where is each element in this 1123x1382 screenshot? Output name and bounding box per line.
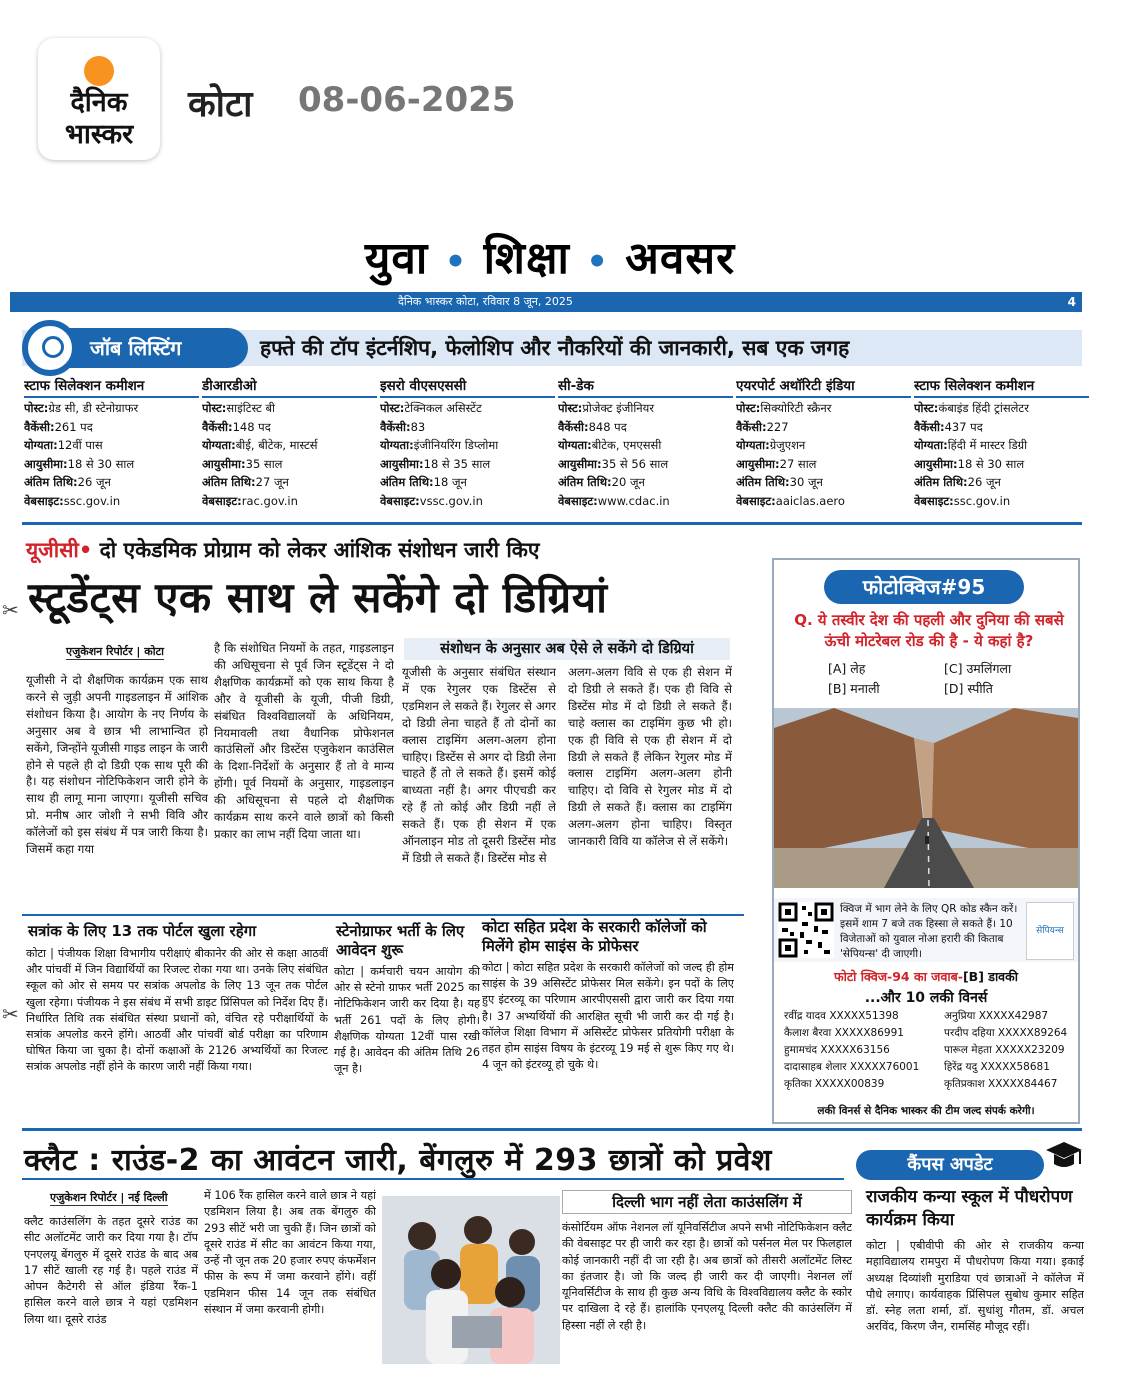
ugc-subhead: संशोधन के अनुसार अब ऐसे ले सकेंगे दो डिग्रियां [404,638,730,660]
label: योग्यता: [24,438,58,453]
section-divider [22,1178,844,1180]
label: योग्यता: [558,438,592,453]
value: बीटेक, एमएससी [591,438,662,453]
photo-quiz-box [772,558,1080,1124]
delhi-box-headline: दिल्ली भाग नहीं लेता काउंसलिंग में [562,1190,852,1214]
quiz-option-b: [B] मनाली [828,681,880,696]
gear-person-icon [22,320,78,376]
label: अंतिम तिथि: [736,475,790,490]
folio-text: दैनिक भास्कर कोटा, रविवार 8 जून, 2025 [398,295,573,308]
stenographer-body: कोटा | कर्मचारी चयन आयोग की ओर से स्टेनो ग्राफर भर्ती 2025 का नोटिफिकेशन जारी कर दिया है। यह भर्ती 261 पदों के लिए होगी। शैक्षणिक योग्यता 12वीं पास रखी गई है। आवेदन की अंतिम तिथि 26 जून है। [334,965,480,1076]
winner-name: हुमामचंद XXXXX63156 [784,1044,890,1056]
label: वैकेंसी: [914,419,945,434]
winner-name: परदीप दहिया XXXXX89264 [944,1027,1068,1039]
value: 27 साल [779,456,817,471]
quiz-instructions: क्विज में भाग लेने के लिए QR कोड स्कैन करें। इसमें शाम 7 बजे तक हिस्सा ले सकते हैं। 10 विजेताओं को युवाल नोआ हरारी की किताब 'सेपियन्स' दी जाएगी। [840,903,1018,960]
label: पोस्ट: [380,401,405,415]
job-listing-tagline: हफ्ते की टॉप इंटर्नशिप, फेलोशिप और नौकरियों की जानकारी, सब एक जगह [260,336,850,360]
job-org: इसरो वीएसएससी [380,376,555,398]
masthead-dot: • [586,242,609,282]
lucky-winners-title: ...और 10 लकी विनर्स [864,990,988,1006]
sessional-marks-body: कोटा | पंजीयक शिक्षा विभागीय परीक्षाएं बीकानेर की ओर से कक्षा आठवीं और पांचवीं में जिन विद्यार्थियों का रिजल्ट रोका गया था। उनके लिए संबंधित स्कूल को ओर से समय पर सत्रांक अपलोड के लिए 13 जून तक पोर्टल खुला रहेगा। पंजीयक ने इस संबंध में सभी डाइट प्रिंसिपल को निर्देश दिए हैं। निर्धारित तिथि तक संबंधित संस्था प्रधानों को, वंचित रहे परीक्षार्थियों के सत्रांक अपलोड करने होंगे। आठवीं और पांचवीं बोर्ड परीक्षा का परिणाम घोषित किया जा चुका है। दोनों कक्षाओं के 2126 अभ्यर्थियों का रिजल्ट सत्रांक अपलोड नहीं होने के कारण जारी नहीं किया गया। [26,947,328,1074]
value: 18 से 30 साल [957,456,1025,471]
value: ग्रेड सी, डी स्टेनोग्राफर [48,401,139,415]
label: अंतिम तिथि: [202,475,256,490]
winner-name: दादासाहब शेलार XXXXX76001 [784,1061,920,1073]
value: 26 जून [967,475,1001,490]
graduation-cap-icon [1044,1136,1084,1176]
winner-name: अनुप्रिया XXXXX42987 [944,1010,1049,1022]
value: 20 जून [611,475,645,490]
value: 30 जून [789,475,823,490]
job-org: स्टाफ सिलेक्शन कमीशन [24,376,199,398]
value: 35 से 56 साल [601,456,669,471]
app-header [0,0,1123,190]
label: पोस्ट: [736,401,761,415]
ugc-column-3: यूजीसी के अनुसार संबंधित संस्थान में एक रेगुलर एक डिस्टेंस से एडमिशन ले सकते हैं। रेगुलर से अगर दो डिग्री लेना चाहते हैं तो दोनों का क्लास टाइमिंग अलग-अलग होना चाहिए। डिस्टेंस से अगर दो डिग्री लेना चाहते हैं तो ले सकते हैं। इसमें कोई बाध्यता नहीं है। अगर पीएचडी कर रहे हैं तो कोई और डिग्री नहीं ले सकते हैं। एक ही सेशन में एक ऑनलाइन मोड तो दूसरी डिस्टेंस मोड में डिग्री ले सकते हैं। डिस्टेंस मोड से [402,665,556,865]
value: सिक्योरिटी स्क्रैनर [760,401,832,415]
value: इंजीनियरिंग डिप्लोमा [413,438,499,453]
logo-line1: दैनिक [70,87,128,118]
edition-city: कोटा [188,84,253,125]
job-org: सी-डेक [558,376,733,398]
job-listing-grid [24,376,1084,518]
job-card [202,376,377,511]
value: www.cdac.in [597,493,670,508]
qr-code-graphic [778,902,834,958]
value: 148 पद [232,419,271,434]
qr-code-icon[interactable] [778,902,834,958]
value: 18 से 35 साल [423,456,491,471]
value: 26 जून [77,475,111,490]
value: vssc.gov.in [419,493,483,508]
clat-column-1: क्लैट काउंसलिंग के तहत दूसरे राउंड का सीट अलॉटमेंट जारी कर दिया गया है। टॉप एनएलयू बेंगलुरु में दूसरे राउंड के बाद अब 17 सीटें खाली रह गई है। पहले राउंड में ओपन कैटेगरी से ऑल इंडिया रैंक-1 हासिल करने वाले छात्र ने यहां एडमिशन लिया था। दूसरे राउंड [24,1215,198,1326]
clat-column-2: में 106 रैंक हासिल करने वाले छात्र ने यहां एडमिशन लिया है। अब तक बेंगलुरु की 293 सीटें भरी जा चुकी हैं। जिन छात्रों को दूसरे राउंड में सीट का आवंटन किया गया, उन्हें नौ जून तक 20 हजार रुपए कंफर्मेशन फीस के रूप में जमा करवाने होंगे। वहीं एडमिशन फीस 14 जून तक संबंधित संस्थान में जमा करवानी होगी। [204,1189,376,1317]
dainik-bhaskar-logo[interactable] [38,38,160,160]
section-divider [22,1128,1082,1131]
label: पोस्ट: [914,401,939,415]
label: पोस्ट: [202,401,227,415]
label: वेबसाइट: [380,493,420,508]
graduation-cap-graphic [1044,1136,1084,1176]
value: 27 जून [255,475,289,490]
label: वेबसाइट: [736,493,776,508]
page-number: 4 [1067,295,1076,309]
ugc-byline: एजुकेशन रिपोर्टर | कोटा [66,645,164,658]
label: वैकेंसी: [380,419,411,434]
value: 83 [410,419,426,434]
masthead-word-3: अवसर [625,233,736,284]
scissors-icon: ✂ [2,598,19,622]
winner-name: पारूल मेहता XXXXX23209 [944,1044,1065,1056]
label: वैकेंसी: [24,419,55,434]
folio-bar [10,292,1082,312]
value: ssc.gov.in [63,493,121,508]
logo-line2: भास्कर [64,119,134,150]
label: वेबसाइट: [914,493,954,508]
label: आयुसीमा: [558,456,602,471]
label: योग्यता: [736,438,770,453]
label: आयुसीमा: [380,456,424,471]
winner-name: कृतिप्रकाश XXXXX84467 [944,1078,1058,1090]
job-org: डीआरडीओ [202,376,377,398]
scissors-icon: ✂ [2,1002,19,1026]
label: वैकेंसी: [202,419,233,434]
job-listing-badge: जॉब लिस्टिंग [28,328,248,368]
campus-update-badge: कैंपस अपडेट [856,1150,1044,1180]
quiz-option-c: [C] उमलिंगला [944,661,1012,676]
value: 437 पद [944,419,983,434]
quiz-footer: लकी विनर्स से दैनिक भास्कर की टीम जल्द संपर्क करेगी। [817,1105,1035,1117]
value: 12वीं पास [57,438,103,453]
label: पोस्ट: [24,401,49,415]
campus-story-body: कोटा | एबीवीपी की ओर से राजकीय कन्या महाविद्यालय रामपुरा में पौधरोपण किया गया। इकाई अध्यक्ष दिव्यांशी मुराडिया एवं छात्राओं ने कॉलेज में पौधे लगाए। कार्यवाहक प्रिंसिपल सुबोध कुमार सहित डॉ. स्नेह लता शर्मा, डॉ. सुधांशु गौतम, डॉ. अचल अरविंद, किरण जैन, रामसिंह मौजूद रहीं। [866,1239,1084,1334]
label: आयुसीमा: [736,456,780,471]
quiz-entry-panel [774,898,1078,962]
winner-name: कृतिका XXXXX00839 [784,1078,885,1090]
label: आयुसीमा: [914,456,958,471]
value: साइंटिस्ट बी [226,401,276,415]
home-science-body: कोटा | कोटा सहित प्रदेश के सरकारी कॉलेजों को जल्द ही होम साइंस के 39 असिस्टेंट प्रोफेसर मिल सकेंगे। इन पदों के लिए हुए इंटरव्यू का परिणाम आरपीएससी द्वारा जारी कर दिया गया है। 37 अभ्यर्थियों की आरक्षित सूची भी जारी कर दी गई है। कॉलेज शिक्षा विभाग में असिस्टेंट प्रोफेसर प्रतियोगी परीक्षा के तहत होम साइंस विषय के इंटरव्यू 19 मई से शुरू किए गए थे। 4 जून को इंटरव्यू हो चुके थे। [482,961,734,1072]
ugc-column-1: यूजीसी ने दो शैक्षणिक कार्यक्रम एक साथ करने से जुड़ी अपनी गाइडलाइन में आंशिक संशोधन किया है। आयोग के नए निर्णय के अनुसार अब वे छात्र भी लाभान्वित हो सकेंगे, जिन्होंने यूजीसी गाइड लाइन के जारी होने से पहले ही दो डिग्री एक साथ पूरी की है। यह संशोधन नोटिफिकेशन जारी होने के साथ ही लागू माना जाएगा। यूजीसी सचिव प्रो. मनीष आर जोशी ने सभी विवि और कॉलेजों को इस संबंध में पत्र जारी किया है। जिसमें कहा गया [26,673,208,857]
value: 35 साल [245,456,283,471]
label: वेबसाइट: [202,493,242,508]
value: टेक्निकल असिस्टेंट [404,401,482,415]
winner-name: हिरेंद्र यदु XXXXX58681 [944,1061,1050,1073]
value: rac.gov.in [241,493,298,508]
students-photo [382,1196,560,1364]
job-card [558,376,733,511]
quiz-answer-label: फोटो क्विज-94 का जवाब- [834,969,963,984]
label: पोस्ट: [558,401,583,415]
quiz-road-photo [774,708,1078,888]
quiz-option-a: [A] लेह [828,661,866,676]
job-card [736,376,911,511]
value: ssc.gov.in [953,493,1011,508]
value: 18 जून [433,475,467,490]
masthead-dot: • [444,242,468,282]
job-org: स्टाफ सिलेक्शन कमीशन [914,376,1089,398]
campus-story-headline: राजकीय कन्या स्कूल में पौधरोपण कार्यक्रम किया [866,1187,1073,1230]
photo-quiz-badge: फोटोक्विज#95 [824,570,1024,604]
ugc-headline: स्टूडेंट्स एक साथ ले सकेंगे दो डिग्रियां [28,573,608,622]
quiz-option-d: [D] स्पीति [944,681,993,696]
job-card [380,376,555,511]
label: आयुसीमा: [24,456,68,471]
label: योग्यता: [380,438,414,453]
value: 261 पद [54,419,93,434]
stenographer-headline: स्टेनोग्राफर भर्ती के लिए आवेदन शुरू [336,922,465,959]
job-card [914,376,1089,511]
value: aaiclas.aero [775,493,845,508]
job-org: एयरपोर्ट अथॉरिटी इंडिया [736,376,911,398]
section-divider [22,522,1082,525]
section-divider [22,914,744,916]
sessional-marks-headline: सत्रांक के लिए 13 तक पोर्टल खुला रहेगा [28,922,257,940]
value: कंबाइंड हिंदी ट्रांसलेटर [938,401,1029,415]
label: योग्यता: [914,438,948,453]
value: 848 पद [588,419,627,434]
label: अंतिम तिथि: [914,475,968,490]
ugc-column-4: अलग-अलग विवि से एक ही सेशन में दो डिग्री ले सकते हैं। एक ही विवि से डिस्टेंस मोड में दो डिग्री ले सकते हैं। चाहे क्लास का टाइमिंग कुछ भी हो। एक ही विवि से एक ही सेशन में दो डिग्री ले सकते हैं लेकिन रेगुलर मोड में क्लास टाइमिंग अलग-अलग होनी चाहिए। दो विवि से रेगुलर मोड में दो डिग्री ले सकते हैं। क्लास का टाइमिंग अलग-अलग होना चाहिए। विस्तृत जानकारी विवि या कॉलेज से लें सकेंगे। [568,665,732,849]
home-science-headline: कोटा सहित प्रदेश के सरकारी कॉलेजों को मिलेंगे होम साइंस के प्रोफेसर [482,918,707,955]
label: आयुसीमा: [202,456,246,471]
job-card [24,376,199,511]
masthead-word-2: शिक्षा [483,233,570,284]
label: योग्यता: [202,438,236,453]
masthead-word-1: युवा [364,233,429,284]
clat-byline: एजुकेशन रिपोर्टर | नई दिल्ली [50,1191,168,1204]
label: वेबसाइट: [558,493,598,508]
value: हिंदी में मास्टर डिग्री [947,438,1028,453]
label: वैकेंसी: [736,419,767,434]
ugc-column-2: है कि संशोधित नियमों के तहत, गाइडलाइन की अधिसूचना से पूर्व जिन स्टूडेंट्स ने दो शैक्षणिक कार्यक्रमों को एक साथ किया है और वे यूजीसी के यूजी, पीजी डिग्री, संबंधित विश्वविद्यालयों के अधिनियम, नियमावली तथा वैधानिक प्रोफेशनल काउंसिलों और डिस्टेंस एजुकेशन काउंसिल के दिशा-निर्देशों के अनुसार हैं तो वे मान्य होंगी। पूर्व नियमों के अनुसार, गाइडलाइन की अधिसूचना से पहले दो शैक्षणिक कार्यक्रम साथ करने वाले छात्रों को किसी प्रकार का लाभ नहीं दिया जाता था। [214,641,394,841]
winner-name: रवींद्र यादव XXXXX51398 [784,1010,899,1022]
ugc-kicker [26,536,540,564]
value: 18 से 30 साल [67,456,135,471]
page-masthead [10,226,1090,286]
label: अंतिम तिथि: [24,475,78,490]
quiz-answer-value: [B] डावकी [962,969,1018,984]
ugc-kicker-tag: यूजीसी• [26,538,93,562]
delhi-box-body: कंसोर्टियम ऑफ नेशनल लॉ यूनिवर्सिटीज अपने सभी नोटिफिकेशन क्लैट की वेबसाइट पर ही जारी कर रहा है। छात्रों को पर्सनल मेल पर फिलहाल कोई जानकारी नहीं दी जा रही है। अब छात्रों को तीसरी अलॉटमेंट लिस्ट का इंतजार है। जो कि जल्द ही जारी कर दी जाएगी। नेशनल लॉ यूनिवर्सिटीज के साथ ही कुछ अन्य विधि के विश्वविद्यालय क्लैट के स्कोर पर दाखिला दे रहे हैं। हालांकि एनएलयू दिल्ली क्लैट की काउंसलिंग में हिस्सा नहीं ले रही है। [562,1221,852,1332]
value: 227 [766,419,789,434]
quiz-previous-answer [774,968,1078,985]
clat-headline: क्लैट : राउंड-2 का आवंटन जारी, बेंगलुरु में 293 छात्रों को प्रवेश [24,1143,772,1178]
newspaper-page [2,212,1090,1372]
ugc-kicker-text: दो एकेडमिक प्रोग्राम को लेकर आंशिक संशोधन जारी किए [99,538,540,562]
label: अंतिम तिथि: [380,475,434,490]
label: अंतिम तिथि: [558,475,612,490]
photo-quiz-question: Q. ये तस्वीर देश की पहली और दुनिया की सबसे ऊंची मोटरेबल रोड की है - ये कहां है? [794,611,1064,650]
edition-date[interactable]: 08-06-2025 [298,80,516,120]
book-title: सेपियन्स [1036,926,1064,936]
winner-name: कैलाश बैरवा XXXXX86991 [784,1027,904,1039]
label: वैकेंसी: [558,419,589,434]
value: प्रोजेक्ट इंजीनियर [582,401,655,415]
label: वेबसाइट: [24,493,64,508]
value: ग्रेजुएशन [769,438,806,453]
value: बीई, बीटेक, मास्टर्स [235,438,318,453]
sapiens-book-cover [1026,902,1074,960]
students-laptop-image [382,1196,560,1364]
mountain-road-image [774,708,1078,888]
